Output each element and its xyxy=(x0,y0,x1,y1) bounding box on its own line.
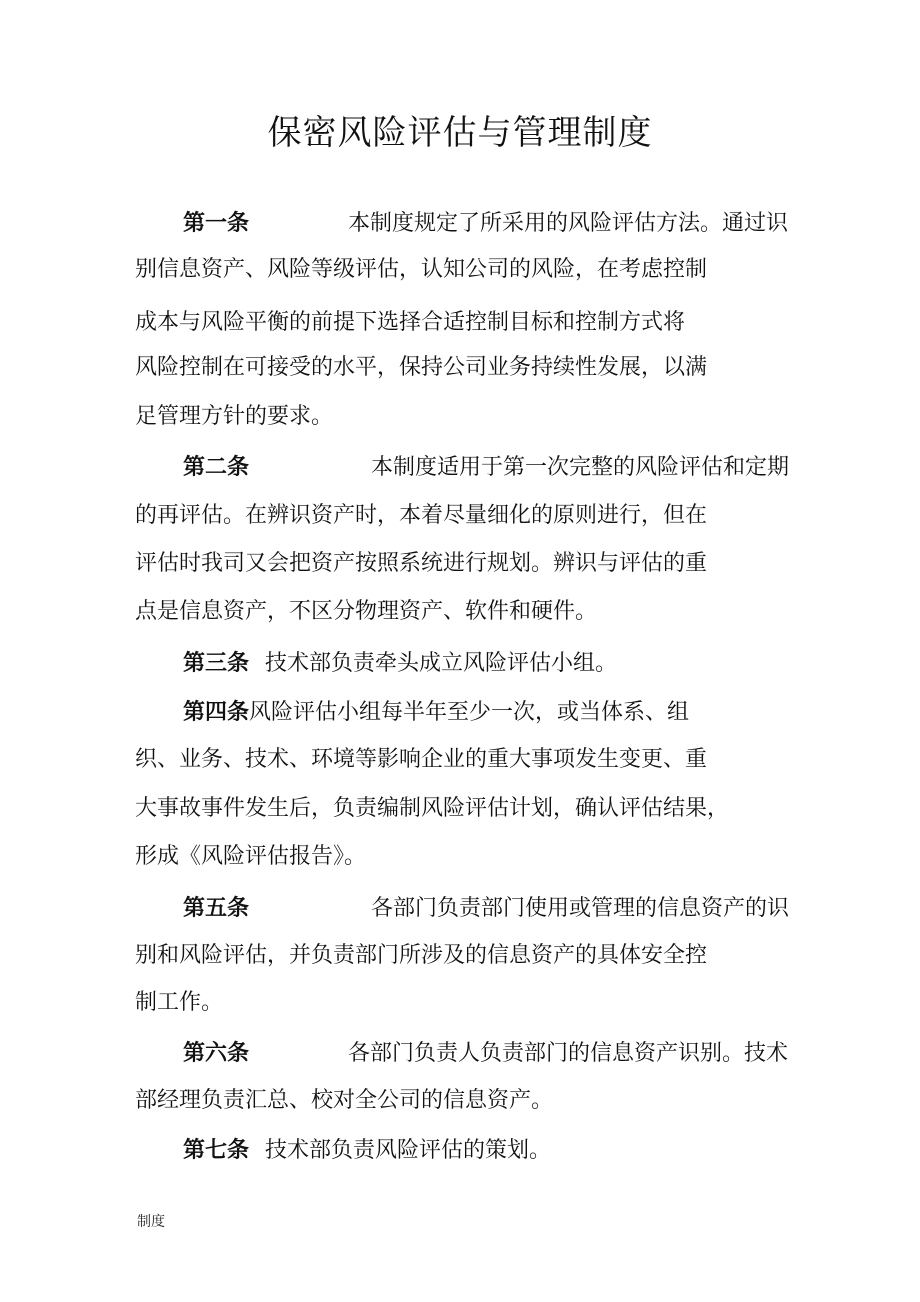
article-1-line-2: 别信息资产、风险等级评估，认知公司的风险，在考虑控制 xyxy=(135,257,708,282)
article-1-line-3: 成本与风险平衡的前提下选择合适控制目标和控制方式将 xyxy=(135,310,686,335)
article-1-label: 第一条 xyxy=(183,210,250,236)
article-2-line-4: 点是信息资产，不区分物理资产、软件和硬件。 xyxy=(135,599,598,624)
article-4-line-4: 形成《风险评估报告》。 xyxy=(135,844,367,869)
document-title: 保密风险评估与管理制度 xyxy=(267,113,653,153)
article-5-line-2: 别和风险评估，并负责部门所涉及的信息资产的具体安全控 xyxy=(135,943,708,968)
article-5-label: 第五条 xyxy=(183,895,250,921)
article-2-line-2: 的再评估。在辨识资产时，本着尽量细化的原则进行，但在 xyxy=(135,503,708,528)
article-3-label: 第三条 xyxy=(183,650,250,676)
article-3-first-line xyxy=(135,648,617,679)
article-5-text: 各部门负责部门使用或管理的信息资产的识 xyxy=(371,896,790,921)
article-4-line-3: 大事故事件发生后，负责编制风险评估计划，确认评估结果， xyxy=(135,796,730,821)
article-6-label: 第六条 xyxy=(183,1040,250,1066)
article-7-label: 第七条 xyxy=(183,1137,250,1163)
article-6-first-line xyxy=(135,1038,788,1069)
article-1-first-line xyxy=(135,208,788,239)
article-1-line-4: 风险控制在可接受的水平，保持公司业务持续性发展，以满 xyxy=(135,355,708,380)
article-2-first-line xyxy=(135,452,789,483)
article-6-line-2: 部经理负责汇总、校对全公司的信息资产。 xyxy=(135,1088,554,1113)
article-2-line-3: 评估时我司又会把资产按照系统进行规划。辨识与评估的重 xyxy=(135,551,708,576)
article-3-text: 技术部负责牵头成立风险评估小组。 xyxy=(265,651,618,676)
article-4-first-line xyxy=(135,697,689,728)
article-6-text: 各部门负责人负责部门的信息资产识别。技术 xyxy=(348,1041,789,1066)
article-7-first-line xyxy=(135,1135,551,1166)
article-4-line-2: 织、业务、技术、环境等影响企业的重大事项发生变更、重 xyxy=(135,747,708,772)
article-7-text: 技术部负责风险评估的策划。 xyxy=(265,1138,552,1163)
article-1-line-5: 足管理方针的要求。 xyxy=(135,404,334,429)
page-footer: 制度 xyxy=(137,1214,165,1230)
article-5-first-line xyxy=(135,893,789,924)
article-2-label: 第二条 xyxy=(183,454,250,480)
article-4-label: 第四条 xyxy=(183,699,250,725)
article-5-line-3: 制工作。 xyxy=(135,990,224,1015)
article-2-text: 本制度适用于第一次完整的风险评估和定期 xyxy=(371,455,790,480)
article-1-text: 本制度规定了所采用的风险评估方法。通过识 xyxy=(348,211,789,236)
article-4-text: 风险评估小组每半年至少一次，或当体系、组 xyxy=(249,700,690,725)
